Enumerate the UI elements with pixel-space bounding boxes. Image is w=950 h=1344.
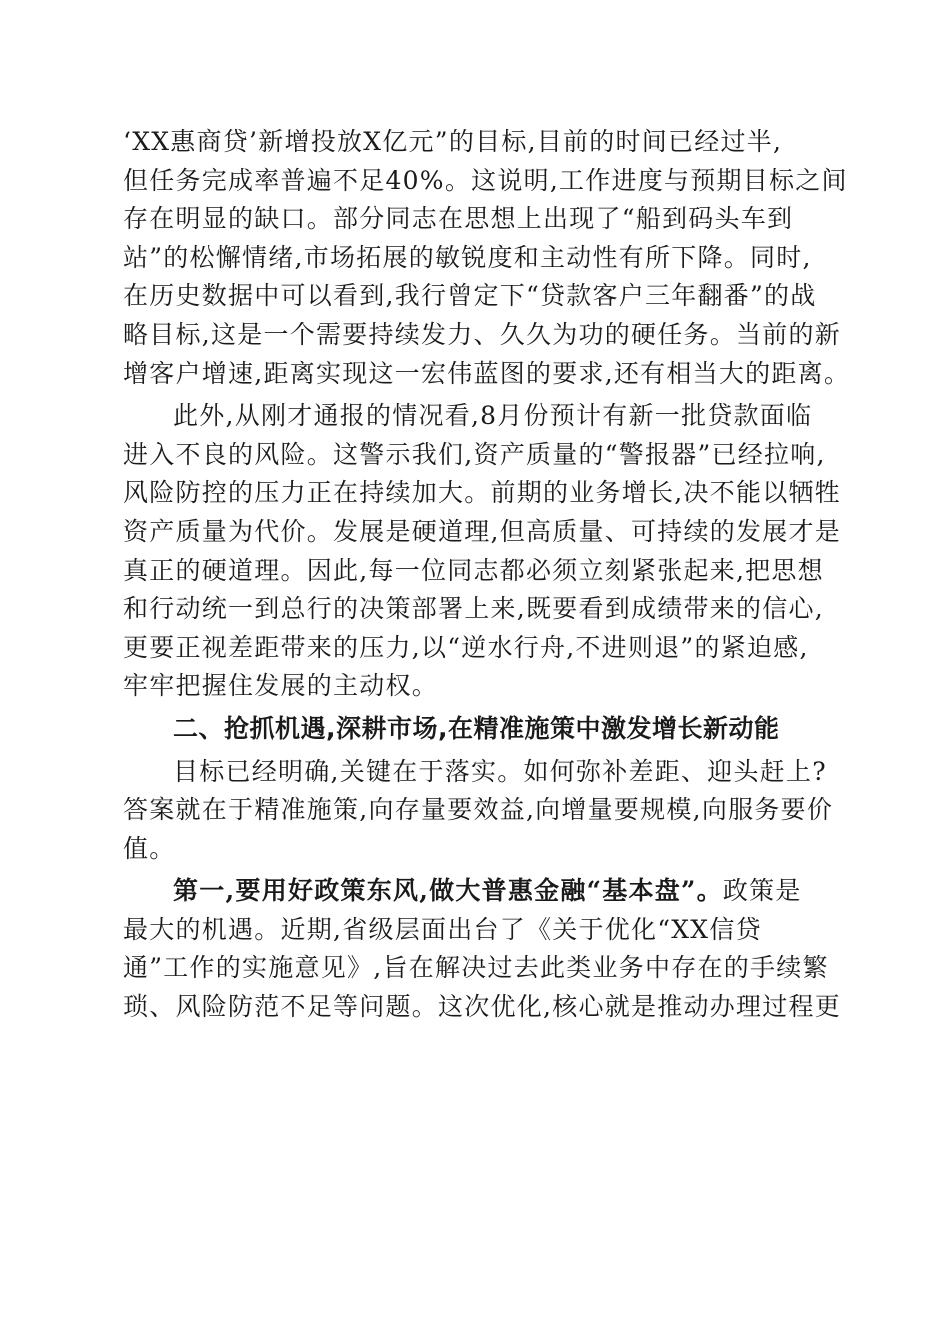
paragraph-lead-rest: 政策是 bbox=[722, 876, 802, 906]
text-line: 更要正视差距带来的压力,以“逆水行舟,不进则退”的紧迫感, bbox=[123, 632, 809, 662]
text-line: 值。 bbox=[123, 833, 176, 863]
paragraph-lead-bold: 第一,要用好政策东风,做大普惠金融“基本盘”。 bbox=[173, 876, 723, 906]
text-line: 在历史数据中可以看到,我行曾定下“贷款客户三年翻番”的战 bbox=[123, 281, 817, 311]
text-line: 琐、风险防范不足等问题。这次优化,核心就是推动办理过程更 bbox=[123, 992, 841, 1022]
document-page bbox=[123, 123, 851, 1027]
text-line: 目标已经明确,关键在于落实。如何弥补差距、迎头赶上? bbox=[173, 756, 827, 786]
text-line bbox=[123, 872, 827, 911]
text-line: 增客户增速,距离实现这一宏伟蓝图的要求,还有相当大的距离。 bbox=[123, 358, 851, 388]
text-line: 通”工作的实施意见》,旨在解决过去此类业务中存在的手续繁 bbox=[123, 953, 829, 983]
text-line: 进入不良的风险。这警示我们,资产质量的“警报器”已经拉响, bbox=[123, 439, 826, 469]
text-line: 站”的松懈情绪,市场拓展的敏锐度和主动性有所下降。同时, bbox=[123, 242, 812, 272]
paragraph-1 bbox=[123, 123, 851, 393]
text-line: 和行动统一到总行的决策部署上来,既要看到成绩带来的信心, bbox=[123, 594, 824, 624]
text-line: 资产质量为代价。发展是硬道理,但高质量、可持续的发展才是 bbox=[123, 516, 841, 546]
text-line: 略目标,这是一个需要持续发力、久久为功的硬任务。当前的新 bbox=[123, 319, 841, 349]
text-line: 但任务完成率普遍不足40%。这说明,工作进度与预期目标之间 bbox=[123, 165, 848, 195]
text-line: 真正的硬道理。因此,每一位同志都必须立刻紧张起来,把思想 bbox=[123, 555, 824, 585]
paragraph-3 bbox=[123, 753, 834, 869]
section-heading bbox=[123, 710, 827, 749]
text-line: 牢牢把握住发展的主动权。 bbox=[123, 671, 439, 701]
paragraph-2 bbox=[123, 397, 841, 706]
text-line: 答案就在于精准施策,向存量要效益,向增量要规模,向服务要价 bbox=[123, 795, 834, 825]
text-line: 此外,从刚才通报的情况看,8月份预计有新一批贷款面临 bbox=[173, 401, 813, 431]
section-heading-text: 二、抢抓机遇,深耕市场,在精准施策中激发增长新动能 bbox=[173, 713, 780, 743]
text-line: 风险防控的压力正在持续加大。前期的业务增长,决不能以牺牲 bbox=[123, 478, 841, 508]
text-line: 存在明显的缺口。部分同志在思想上出现了“船到码头车到 bbox=[123, 204, 794, 234]
text-line: ‘XX惠商贷’新增投放X亿元”的目标,目前的时间已经过半, bbox=[123, 127, 783, 156]
text-line: 最大的机遇。近期,省级层面出台了《关于优化“XX信贷 bbox=[123, 914, 762, 944]
paragraph-4 bbox=[123, 872, 841, 1026]
